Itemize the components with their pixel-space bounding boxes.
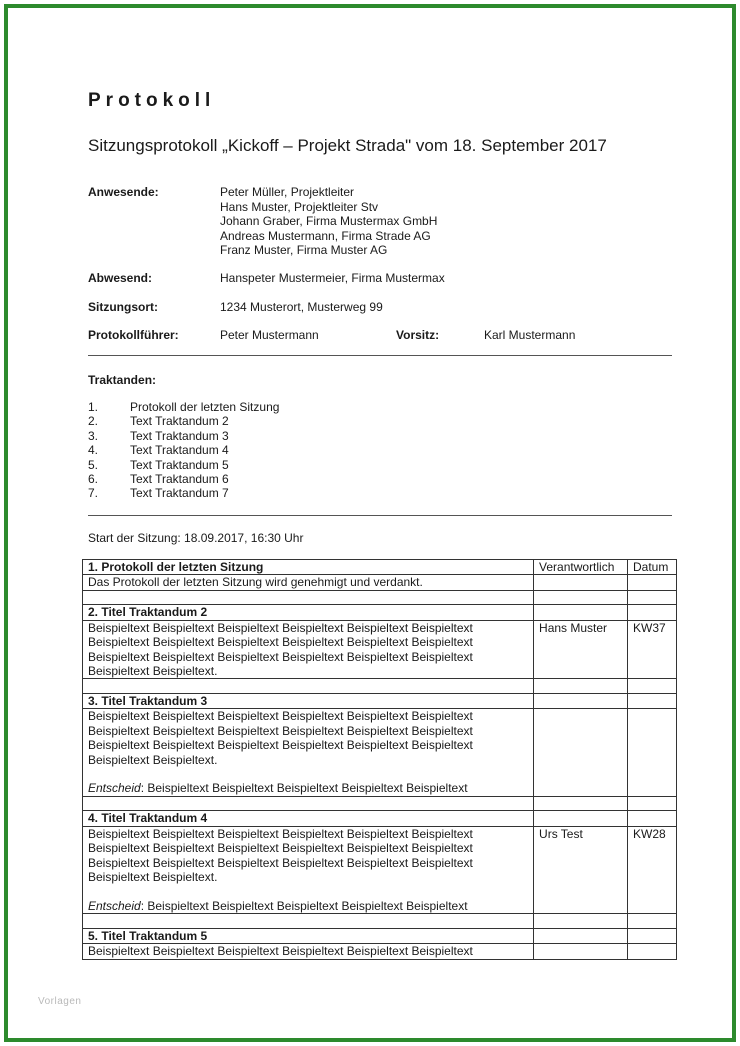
decision-label: Entscheid <box>88 781 141 796</box>
attendee: Hans Muster, Projektleiter Stv <box>220 199 379 214</box>
section-title: 2. Titel Traktandum 2 <box>83 605 534 620</box>
body-line: Beispieltext Beispieltext. <box>88 752 218 767</box>
section-title: 3. Titel Traktandum 3 <box>83 694 534 709</box>
agenda-item <box>88 443 279 457</box>
section-body <box>83 709 534 796</box>
agenda-item <box>88 486 279 500</box>
decision-line <box>88 781 529 795</box>
agenda-list <box>88 400 279 501</box>
agenda-item-text: Text Traktandum 2 <box>130 414 229 429</box>
table-row <box>83 560 677 575</box>
section-title: 4. Titel Traktandum 4 <box>83 811 534 826</box>
agenda-item-number: 3. <box>88 428 99 443</box>
table-row <box>83 575 677 590</box>
column-header-responsible: Verantwortlich <box>534 560 628 575</box>
absent-label: Abwesend: <box>88 271 153 285</box>
section-body <box>83 944 534 959</box>
table-row <box>83 679 677 694</box>
date-cell: KW37 <box>628 620 677 679</box>
agenda-item-number: 4. <box>88 443 99 458</box>
agenda-item-text: Text Traktandum 4 <box>130 443 229 458</box>
agenda-item-number: 5. <box>88 457 99 472</box>
date-cell: KW28 <box>628 826 677 913</box>
meeting-start: Start der Sitzung: 18.09.2017, 16:30 Uhr <box>88 531 304 545</box>
agenda-item-number: 7. <box>88 486 99 501</box>
table-row <box>83 944 677 959</box>
document-subtitle: Sitzungsprotokoll „Kickoff – Projekt Strada" vom 18. September 2017 <box>88 136 607 155</box>
agenda-item <box>88 400 279 414</box>
body-line: Beispieltext Beispieltext. <box>88 870 218 885</box>
body-line: Beispieltext Beispieltext Beispieltext Beispieltext Beispieltext Beispieltext <box>88 709 473 724</box>
section-title: 5. Titel Traktandum 5 <box>83 928 534 943</box>
attendee: Franz Muster, Firma Muster AG <box>220 243 388 257</box>
decision-text: : Beispieltext Beispieltext Beispieltext Beispieltext Beispieltext <box>140 781 468 796</box>
agenda-item <box>88 429 279 443</box>
section-title: 1. Protokoll der letzten Sitzung <box>83 560 534 575</box>
agenda-item-text: Text Traktandum 7 <box>130 486 229 501</box>
date-cell <box>628 944 677 959</box>
agenda-item <box>88 472 279 486</box>
watermark: Vorlagen <box>38 996 82 1007</box>
table-row <box>83 796 677 811</box>
body-line: Beispieltext Beispieltext Beispieltext Beispieltext Beispieltext Beispieltext <box>88 649 473 664</box>
responsible-cell: Urs Test <box>534 826 628 913</box>
table-row <box>83 590 677 605</box>
decision-text: : Beispieltext Beispieltext Beispieltext Beispieltext Beispieltext <box>140 898 468 913</box>
agenda-item-text: Text Traktandum 6 <box>130 471 229 486</box>
attendees-label: Anwesende: <box>88 185 159 199</box>
minutes-table <box>82 559 677 960</box>
decision-line <box>88 899 529 913</box>
body-line: Beispieltext Beispieltext Beispieltext Beispieltext Beispieltext Beispieltext <box>88 855 473 870</box>
divider <box>88 355 672 356</box>
recorder-value: Peter Mustermann <box>220 328 319 342</box>
agenda-item-text: Protokoll der letzten Sitzung <box>130 400 280 414</box>
body-line: Beispieltext Beispieltext Beispieltext Beispieltext Beispieltext Beispieltext <box>88 620 473 635</box>
responsible-cell <box>534 575 628 590</box>
body-line: Beispieltext Beispieltext Beispieltext Beispieltext Beispieltext Beispieltext <box>88 738 473 753</box>
agenda-item-number: 2. <box>88 414 99 429</box>
responsible-cell <box>534 709 628 796</box>
agenda-item-number: 1. <box>88 400 99 414</box>
agenda-heading: Traktanden: <box>88 373 157 387</box>
attendees-list <box>220 185 437 258</box>
attendee: Peter Müller, Projektleiter <box>220 185 355 199</box>
body-line: Beispieltext Beispieltext Beispieltext Beispieltext Beispieltext Beispieltext <box>88 841 473 856</box>
section-body <box>83 620 534 679</box>
table-row <box>83 928 677 943</box>
attendee: Andreas Mustermann, Firma Strade AG <box>220 228 431 243</box>
attendee: Johann Graber, Firma Mustermax GmbH <box>220 214 438 228</box>
section-body: Das Protokoll der letzten Sitzung wird genehmigt und verdankt. <box>83 575 534 590</box>
body-line: Beispieltext Beispieltext Beispieltext Beispieltext Beispieltext Beispieltext <box>88 723 473 738</box>
absent-value: Hanspeter Mustermeier, Firma Mustermax <box>220 271 445 285</box>
agenda-item-text: Text Traktandum 5 <box>130 457 229 472</box>
table-row <box>83 709 677 796</box>
body-line: Beispieltext Beispieltext. <box>88 664 218 679</box>
recorder-label: Protokollführer: <box>88 328 179 342</box>
agenda-item <box>88 414 279 428</box>
table-row <box>83 826 677 913</box>
column-header-date: Datum <box>628 560 677 575</box>
body-line: Beispieltext Beispieltext Beispieltext Beispieltext Beispieltext Beispieltext <box>88 944 473 959</box>
chair-label: Vorsitz: <box>396 328 440 342</box>
body-line: Beispieltext Beispieltext Beispieltext Beispieltext Beispieltext Beispieltext <box>88 826 473 841</box>
table-row <box>83 694 677 709</box>
table-row <box>83 620 677 679</box>
responsible-cell <box>534 944 628 959</box>
table-row <box>83 811 677 826</box>
divider <box>88 515 672 516</box>
date-cell <box>628 709 677 796</box>
location-label: Sitzungsort: <box>88 300 158 314</box>
responsible-cell: Hans Muster <box>534 620 628 679</box>
agenda-item <box>88 458 279 472</box>
location-value: 1234 Musterort, Musterweg 99 <box>220 300 383 314</box>
decision-label: Entscheid <box>88 898 141 913</box>
agenda-item-text: Text Traktandum 3 <box>130 428 229 443</box>
table-row <box>83 605 677 620</box>
date-cell <box>628 575 677 590</box>
table-row <box>83 914 677 929</box>
section-body <box>83 826 534 913</box>
document-title: Protokoll <box>88 90 216 111</box>
body-line: Beispieltext Beispieltext Beispieltext Beispieltext Beispieltext Beispieltext <box>88 635 473 650</box>
chair-value: Karl Mustermann <box>484 328 576 342</box>
agenda-item-number: 6. <box>88 471 99 486</box>
